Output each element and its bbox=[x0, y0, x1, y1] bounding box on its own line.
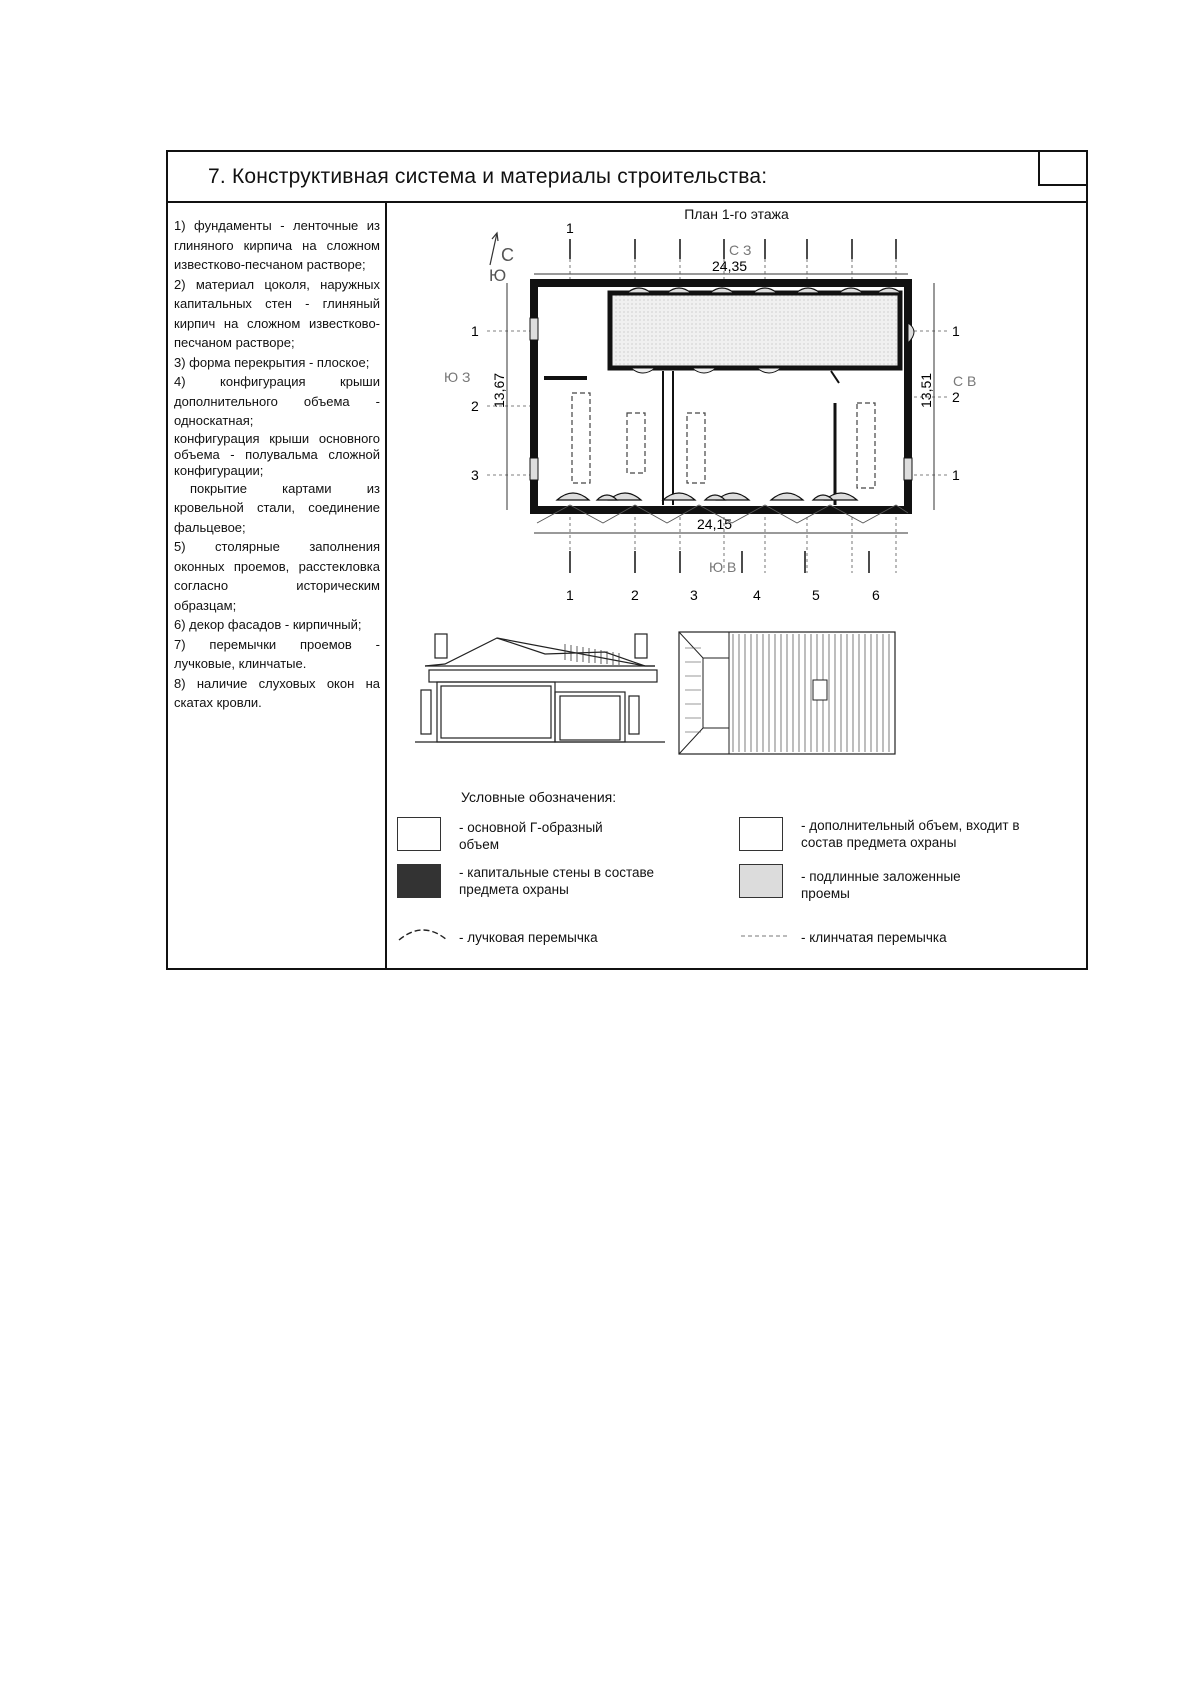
section-header bbox=[168, 152, 1086, 203]
left-axis-3: 3 bbox=[471, 467, 479, 483]
list-item: 6) декор фасадов - кирпичный; bbox=[174, 617, 362, 632]
flat-lintel-symbol bbox=[739, 924, 791, 944]
main-volume-area bbox=[610, 293, 900, 368]
spec-list bbox=[174, 216, 380, 713]
checkbox-field[interactable] bbox=[1038, 150, 1088, 186]
list-item: 4) конфигурация крыши дополнительного объема - односкатная; bbox=[174, 374, 380, 428]
drawing-column bbox=[387, 203, 1086, 968]
facade-drawing bbox=[415, 630, 675, 755]
list-item: 3) форма перекрытия - плоское; bbox=[174, 354, 370, 370]
dir-south: Ю bbox=[489, 266, 507, 285]
list-item: 8) наличие слуховых окон на скатах кровли. bbox=[174, 675, 380, 710]
axis-number-3: 3 bbox=[690, 587, 698, 603]
dim-top: 24,35 bbox=[712, 258, 748, 274]
list-item: покрытие картами из кровельной стали, соединение фальцевое; bbox=[174, 480, 380, 535]
list-item: конфигурация крыши основного объема - полувальма сложной конфигурации; bbox=[174, 430, 380, 478]
arched-lintel-symbol bbox=[397, 924, 449, 944]
dim-right: 13,51 bbox=[918, 372, 934, 408]
list-item: 5) столярные заполнения оконных проемов, расстекловка согласно историческим образцам; bbox=[174, 539, 380, 613]
swatch-blocked-openings bbox=[739, 864, 783, 898]
left-axis-1: 1 bbox=[471, 323, 479, 339]
right-axis-1: 1 bbox=[952, 323, 960, 339]
swatch-capital-walls bbox=[397, 864, 441, 898]
legend-label: - подлинные заложенные проемы bbox=[801, 869, 961, 901]
swatch-main-volume bbox=[397, 817, 441, 851]
right-axis-3: 1 bbox=[952, 467, 960, 483]
swatch-additional-volume bbox=[739, 817, 783, 851]
floor-plan-drawing bbox=[387, 203, 1086, 623]
legend-label: - клинчатая перемычка bbox=[801, 930, 947, 945]
list-item: 7) перемычки проемов - лучковые, клинчатые. bbox=[174, 636, 380, 671]
legend-label: - лучковая перемычка bbox=[459, 930, 598, 945]
list-item: 2) материал цоколя, наружных капитальных стен - глиняный кирпич на сложном известково-песчаном растворе; bbox=[174, 276, 380, 350]
north-arrow bbox=[490, 233, 498, 265]
left-axis-2: 2 bbox=[471, 398, 479, 414]
dir-north: С bbox=[501, 245, 514, 265]
dir-nw: С З bbox=[729, 242, 752, 258]
dir-sw: Ю З bbox=[444, 369, 471, 385]
axis-number-5: 5 bbox=[812, 587, 820, 603]
axis-number-2: 2 bbox=[631, 587, 639, 603]
list-item: 1) фундаменты - ленточные из глиняного кирпича на сложном известково-песчаном растворе; bbox=[174, 218, 380, 272]
dir-se: Ю В bbox=[709, 559, 737, 575]
axis-number-4: 4 bbox=[753, 587, 761, 603]
dim-left: 13,67 bbox=[491, 372, 507, 408]
legend-label: - дополнительный объем, входит в состав предмета охраны bbox=[801, 818, 1020, 850]
section-frame bbox=[166, 150, 1088, 970]
right-axis-2: 2 bbox=[952, 389, 960, 405]
axis-number-1: 1 bbox=[566, 587, 574, 603]
axis-number-6: 6 bbox=[872, 587, 880, 603]
roof-plan-drawing bbox=[673, 628, 903, 758]
dim-bottom: 24,15 bbox=[697, 516, 733, 532]
legend-label: - капитальные стены в составе предмета охраны bbox=[459, 865, 655, 897]
plan-title: План 1-го этажа bbox=[684, 206, 789, 222]
legend-title: Условные обозначения: bbox=[461, 789, 617, 805]
dir-ne: С В bbox=[953, 373, 977, 389]
top-axis-number: 1 bbox=[566, 220, 574, 236]
section-title: 7. Конструктивная система и материалы строительства: bbox=[208, 165, 768, 188]
legend-label: - основной Г-образный объем bbox=[459, 820, 603, 852]
spec-column bbox=[168, 203, 387, 968]
